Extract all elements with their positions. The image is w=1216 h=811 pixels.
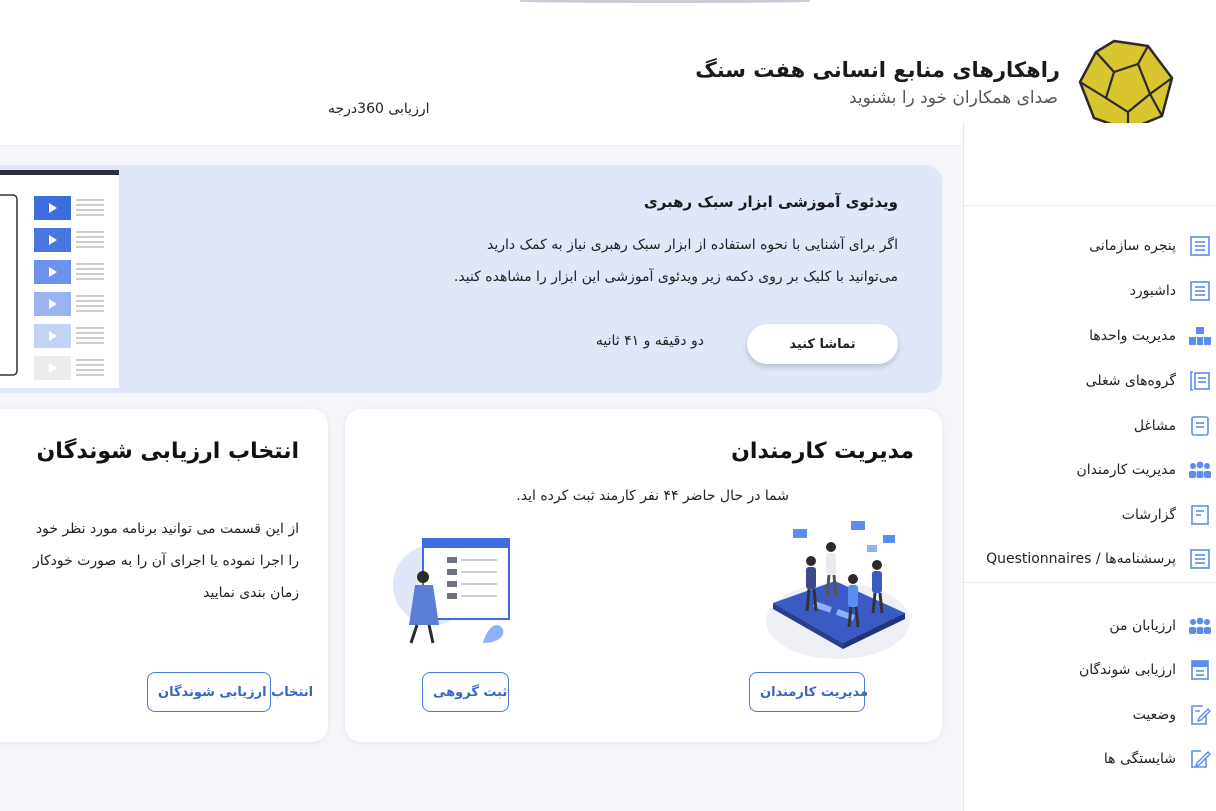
org-units-icon: [1188, 324, 1212, 348]
company-logo: [1076, 38, 1176, 134]
watch-video-button[interactable]: تماشا کنید: [747, 324, 898, 364]
sidebar-item-label: گزارشات: [1121, 507, 1176, 523]
sidebar-item-status[interactable]: [1133, 702, 1212, 728]
evaluators-icon: [1188, 614, 1212, 638]
sidebar-item-questionnaires[interactable]: [986, 546, 1212, 572]
tutorial-banner: [0, 165, 942, 393]
page-title: ارزیابی 360درجه: [328, 101, 430, 117]
sidebar-item-my-evaluators[interactable]: [1109, 613, 1212, 639]
banner-description: اگر برای آشنایی با نحوه استفاده از ابزار سبک رهبری نیاز به کمک دارید می‌توانید با کلیک بر روی دکمه زیر ویدئوی آموزشی این ابزار را مشاهده کنید.: [453, 237, 898, 285]
competency-icon: [1188, 747, 1212, 771]
main-content: [0, 146, 963, 811]
questionnaire-icon: [1188, 547, 1212, 571]
sidebar-item-label: مدیریت کارمندان: [1076, 462, 1176, 478]
brand-subtitle: صدای همکاران خود را بشنوید: [848, 88, 1058, 108]
evaluatees-icon: [1188, 658, 1212, 682]
sidebar-item-label: ارزیابان من: [1109, 618, 1176, 634]
sidebar-divider: [964, 582, 1216, 583]
sidebar-item-label: پرسشنامه‌ها / Questionnaires: [986, 551, 1176, 567]
sidebar-item-dashboard[interactable]: [1130, 278, 1212, 304]
sidebar-item-competencies[interactable]: [1104, 746, 1212, 772]
sidebar-item-jobs[interactable]: [1134, 413, 1212, 439]
sidebar-item-units[interactable]: [1089, 323, 1212, 349]
evaluatee-selection-card: [0, 409, 328, 742]
sidebar-item-job-groups[interactable]: [1086, 368, 1212, 394]
selection-description: از این قسمت می توانید برنامه مورد نظر خود را اجرا نموده یا اجرای آن را به صورت خودکار زمان بندی نمایید: [32, 521, 299, 601]
employee-count-text: شما در حال حاضر ۴۴ نفر کارمند ثبت کرده اید.: [516, 488, 789, 504]
video-thumbnail[interactable]: [0, 170, 119, 388]
status-icon: [1188, 703, 1212, 727]
card-title: مدیریت کارمندان: [731, 439, 914, 464]
sidebar-item-label: گروه‌های شغلی: [1085, 373, 1176, 389]
building-list-icon: [1188, 234, 1212, 258]
sidebar-divider: [964, 205, 1216, 206]
sidebar-item-label: شایستگی ها: [1103, 751, 1176, 767]
sidebar-item-evaluatees[interactable]: [1079, 657, 1212, 683]
job-groups-icon: [1188, 369, 1212, 393]
banner-title: ویدئوی آموزشی ابزار سبک رهبری: [643, 193, 898, 211]
people-icon: [1188, 458, 1212, 482]
card-title: انتخاب ارزیابی شوندگان: [36, 439, 299, 464]
bulk-register-illustration: [393, 525, 518, 650]
bulk-register-button[interactable]: ثبت گروهی: [422, 672, 509, 712]
video-duration: دو دقیقه و ۴۱ ثانیه: [595, 333, 704, 349]
sidebar-item-reports[interactable]: [1122, 502, 1212, 528]
sidebar: [963, 123, 1216, 811]
sidebar-item-org-window[interactable]: [1089, 233, 1212, 259]
sidebar-item-label: مدیریت واحدها: [1089, 328, 1176, 344]
sidebar-item-label: ارزیابی شوندگان: [1078, 662, 1176, 678]
employees-card: [345, 409, 942, 742]
brand-title: راهکارهای منابع انسانی هفت سنگ: [695, 58, 1060, 82]
select-evaluatees-button[interactable]: انتخاب ارزیابی شوندگان: [147, 672, 271, 712]
manage-employees-button[interactable]: مدیریت کارمندان: [749, 672, 865, 712]
dashboard-icon: [1188, 279, 1212, 303]
jobs-icon: [1188, 414, 1212, 438]
sidebar-item-label: وضعیت: [1132, 707, 1176, 723]
sidebar-item-label: داشبورد: [1129, 283, 1176, 299]
report-icon: [1188, 503, 1212, 527]
sidebar-item-label: مشاغل: [1133, 418, 1176, 434]
sidebar-item-label: پنجره سازمانی: [1089, 238, 1176, 254]
sidebar-item-employees[interactable]: [1077, 457, 1213, 483]
team-illustration: [763, 521, 913, 661]
